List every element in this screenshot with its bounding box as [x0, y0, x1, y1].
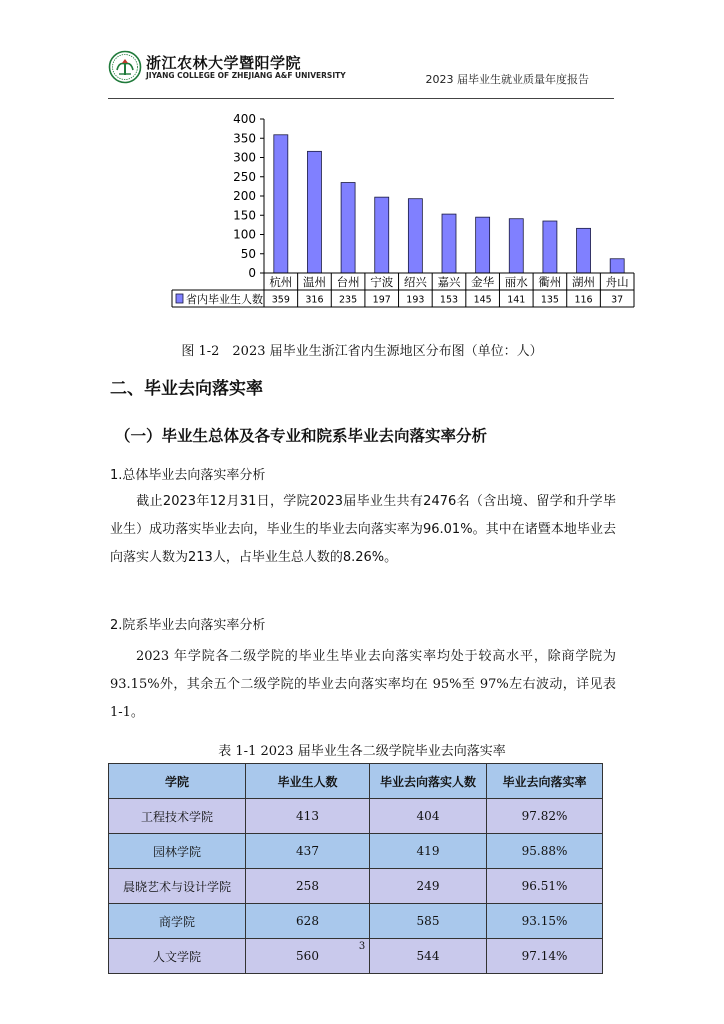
cell-college: 园林学院: [109, 834, 246, 869]
data-label: 145: [473, 294, 492, 306]
legend-key: [176, 294, 183, 303]
data-label: 116: [574, 294, 593, 306]
cell-college: 人文学院: [109, 939, 246, 974]
sub1-heading: 1.总体毕业去向落实率分析: [110, 468, 266, 483]
category-label: 衢州: [538, 275, 562, 289]
subsection-title: （一）毕业生总体及各专业和院系毕业去向落实率分析: [115, 427, 488, 445]
school-name-cn: 浙江农林大学暨阳学院: [146, 54, 302, 72]
y-tick-label: 300: [233, 150, 256, 165]
y-tick-label: 0: [248, 266, 256, 280]
cell-graduates: 413: [246, 799, 370, 834]
category-label: 宁波: [370, 275, 394, 289]
cell-placed: 249: [370, 869, 487, 904]
cell-placed: 585: [370, 904, 487, 939]
bar-衢州: [543, 221, 557, 273]
cell-graduates: 628: [246, 904, 370, 939]
table-row: [109, 834, 603, 869]
cell-college: 晨晓艺术与设计学院: [109, 869, 246, 904]
header-divider: [108, 98, 614, 99]
table-caption: 表 1-1 2023 届毕业生各二级学院毕业去向落实率: [218, 744, 506, 759]
data-label: 316: [305, 294, 324, 306]
cell-placed: 404: [370, 799, 487, 834]
category-label: 嘉兴: [437, 275, 461, 289]
bar-台州: [341, 183, 355, 273]
bar-丽水: [509, 219, 523, 273]
data-label: 235: [339, 294, 358, 306]
cell-rate: 96.51%: [487, 869, 603, 904]
y-tick-label: 100: [233, 227, 256, 242]
bar-湖州: [577, 228, 591, 273]
y-tick-label: 400: [233, 112, 256, 126]
category-label: 湖州: [572, 275, 596, 289]
cell-rate: 97.82%: [487, 799, 603, 834]
cell-rate: 93.15%: [487, 904, 603, 939]
cell-graduates: 258: [246, 869, 370, 904]
data-label: 359: [271, 294, 290, 306]
category-label: 杭州: [269, 275, 293, 289]
table-header-row: [109, 764, 603, 799]
legend-label: 省内毕业生人数: [186, 293, 263, 306]
sub2-heading: 2.院系毕业去向落实率分析: [110, 618, 266, 633]
data-label: 135: [540, 294, 559, 306]
cell-rate: 97.14%: [487, 939, 603, 974]
cell-rate: 95.88%: [487, 834, 603, 869]
col-header-graduates: 毕业生人数: [246, 764, 370, 799]
y-tick-label: 200: [233, 189, 256, 203]
section-title: 二、毕业去向落实率: [110, 379, 263, 399]
cell-placed: 419: [370, 834, 487, 869]
col-header-rate: 毕业去向落实率: [487, 764, 603, 799]
data-label: 153: [439, 294, 459, 306]
figure-caption: 图 1-2 2023 届毕业生浙江省内生源地区分布图（单位：人）: [181, 344, 543, 359]
sub2-paragraph-text: 2023 年学院各二级学院的毕业生毕业去向落实率均处于较高水平，除商学院为 93.15%外，其余五个二级学院的毕业去向落实率均在 95%至 97%左右波动，详见表 1-1。: [110, 649, 616, 720]
bar-金华: [476, 217, 490, 273]
school-name-en: JIYANG COLLEGE OF ZHEJIANG A&F UNIVERSITY: [146, 71, 346, 80]
bar-绍兴: [408, 199, 422, 273]
sub1-paragraph-text: 截止2023年12月31日，学院2023届毕业生共有2476名（含出境、留学和升学毕业生）成功落实毕业去向，毕业生的毕业去向落实率为96.01%。其中在诸暨本地毕业去向落实人数为213人，占毕业生总人数的8.26%。: [110, 494, 616, 565]
province-distribution-chart: [186, 108, 640, 313]
cell-graduates: 560: [246, 939, 370, 974]
category-label: 绍兴: [403, 275, 427, 289]
category-label: 丽水: [504, 275, 528, 289]
category-label: 台州: [336, 275, 360, 289]
cell-graduates: 437: [246, 834, 370, 869]
data-label: 193: [406, 294, 425, 306]
y-tick-label: 350: [233, 131, 256, 146]
category-label: 温州: [302, 275, 326, 289]
cell-placed: 544: [370, 939, 487, 974]
data-label: 197: [372, 294, 391, 306]
bar-杭州: [274, 135, 288, 273]
table-row: [109, 904, 603, 939]
category-label: 金华: [471, 275, 495, 289]
report-title: 2023 届毕业生就业质量年度报告: [425, 73, 589, 86]
page-number: 3: [358, 941, 366, 952]
sub1-paragraph: [110, 488, 616, 572]
data-label: 37: [611, 294, 624, 306]
data-label: 141: [507, 294, 526, 306]
category-label: 舟山: [605, 275, 629, 289]
school-emblem-icon: [108, 50, 142, 84]
table-row: [109, 869, 603, 904]
cell-college: 商学院: [109, 904, 246, 939]
y-tick-label: 150: [233, 208, 256, 223]
bar-宁波: [375, 197, 389, 273]
table-row: [109, 799, 603, 834]
bar-舟山: [610, 259, 624, 273]
col-header-college: 学院: [109, 764, 246, 799]
y-tick-label: 50: [240, 246, 256, 261]
cell-college: 工程技术学院: [109, 799, 246, 834]
col-header-placed: 毕业去向落实人数: [370, 764, 487, 799]
bar-温州: [307, 151, 321, 273]
sub2-paragraph: [110, 643, 616, 727]
bar-嘉兴: [442, 214, 456, 273]
y-tick-label: 250: [233, 169, 256, 184]
